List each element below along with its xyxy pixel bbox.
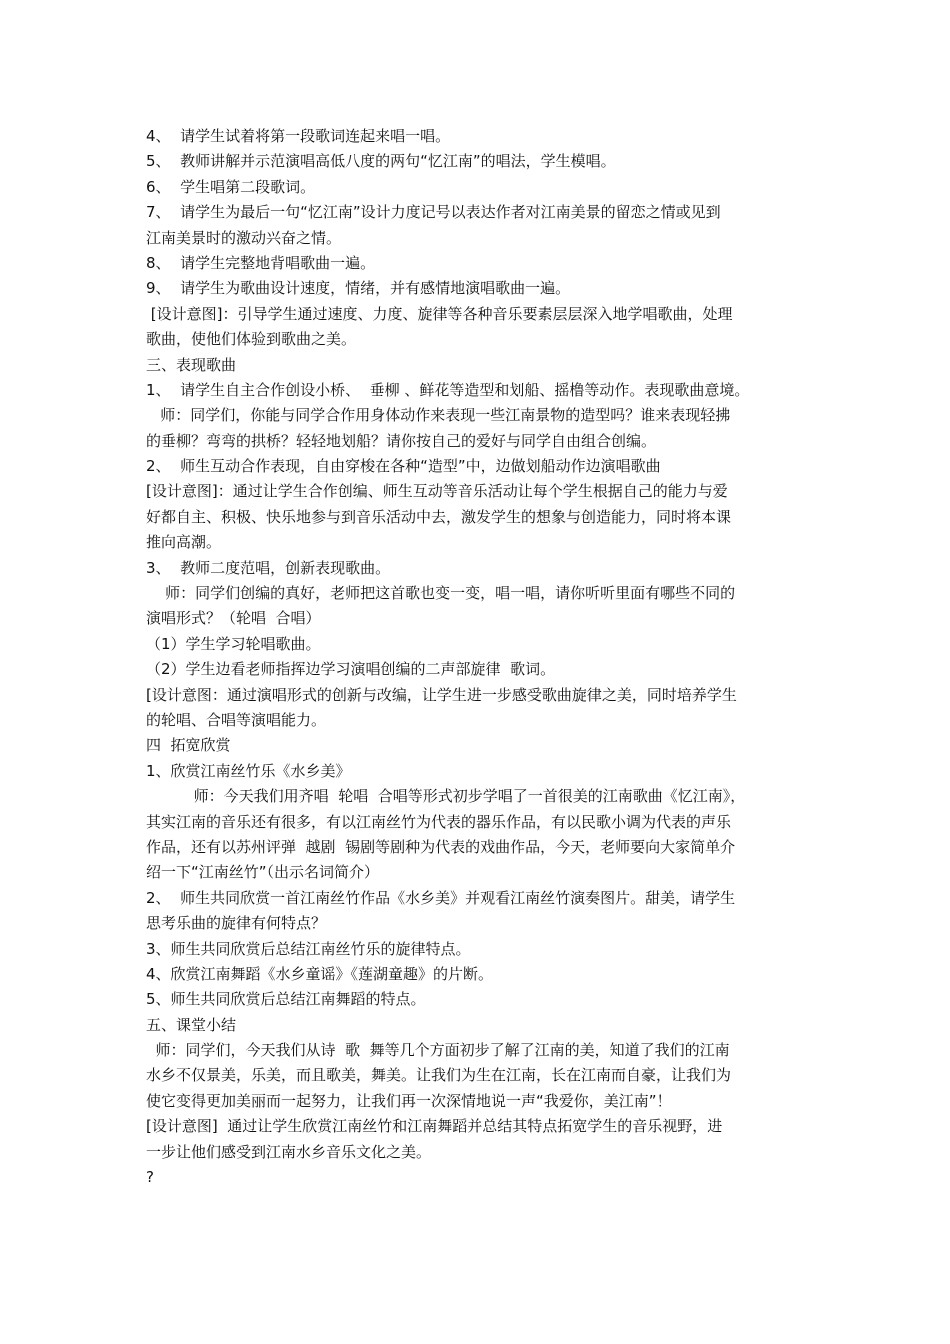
text-line: 五、课堂小结 [146, 1015, 237, 1034]
text-line: 3、 教师二度范唱，创新表现歌曲。 [146, 558, 391, 577]
text-line: [设计意图] 通过让学生欣赏江南丝竹和江南舞蹈并总结其特点拓宽学生的音乐视野，进 [146, 1117, 723, 1136]
text-line: （1）学生学习轮唱歌曲。 [146, 634, 321, 653]
text-line: ? [146, 1168, 154, 1187]
text-line: 思考乐曲的旋律有何特点？ [146, 914, 327, 933]
text-line: 三、表现歌曲 [146, 355, 237, 374]
text-line: 1、 请学生自主合作创设小桥、 垂柳 、鲜花等造型和划船、摇橹等动作。表现歌曲意境。 [146, 380, 750, 399]
text-line: 师：同学们，今天我们从诗 歌 舞等几个方面初步了解了江南的美，知道了我们的江南 [146, 1041, 730, 1060]
text-line: [设计意图：通过演唱形式的创新与改编，让学生进一步感受歌曲旋律之美，同时培养学生 [146, 685, 737, 704]
text-line: [设计意图]：通过让学生合作创编、师生互动等音乐活动让每个学生根据自己的能力与爱 [146, 482, 728, 501]
text-line: 作品，还有以苏州评弹 越剧 锡剧等剧种为代表的戏曲作品，今天，老师要向大家简单介 [146, 837, 736, 856]
text-line: 歌曲，使他们体验到歌曲之美。 [146, 330, 357, 349]
text-line: 师：今天我们用齐唱 轮唱 合唱等形式初步学唱了一首很美的江南歌曲《忆江南》， [146, 787, 746, 806]
text-line: 1、欣赏江南丝竹乐《水乡美》 [146, 761, 351, 780]
text-line: 6、 学生唱第二段歌词。 [146, 177, 316, 196]
text-line: 2、 师生互动合作表现，自由穿梭在各种“造型”中，边做划船动作边演唱歌曲 [146, 457, 661, 476]
text-line: 8、 请学生完整地背唱歌曲一遍。 [146, 253, 376, 272]
text-line: 师：同学们，你能与同学合作用身体动作来表现一些江南景物的造型吗？谁来表现轻拂 [146, 406, 731, 425]
text-line: 的垂柳？弯弯的拱桥？轻轻地划船？请你按自己的爱好与同学自由组合创编。 [146, 431, 657, 450]
text-line: 推向高潮。 [146, 533, 222, 552]
text-line: [设计意图]：引导学生通过速度、力度、旋律等各种音乐要素层层深入地学唱歌曲，处理 [146, 304, 733, 323]
text-line: 绍一下“江南丝竹”（出示名词简介） [146, 863, 380, 882]
text-line: 师：同学们创编的真好，老师把这首歌也变一变，唱一唱，请你听听里面有哪些不同的 [146, 584, 736, 603]
text-line: 江南美景时的激动兴奋之情。 [146, 228, 342, 247]
text-line: 4、欣赏江南舞蹈《水乡童谣》《莲湖童趣》的片断。 [146, 964, 494, 983]
text-line: 其实江南的音乐还有很多，有以江南丝竹为代表的器乐作品，有以民歌小调为代表的声乐 [146, 812, 732, 831]
text-line: 7、 请学生为最后一句“忆江南”设计力度记号以表达作者对江南美景的留恋之情或见到 [146, 203, 721, 222]
text-line: 5、 教师讲解并示范演唱高低八度的两句“忆江南”的唱法，学生模唱。 [146, 152, 616, 171]
text-line: 四 拓宽欣赏 [146, 736, 231, 755]
text-line: 使它变得更加美丽而一起努力，让我们再一次深情地说一声“我爱你，美江南”！ [146, 1091, 672, 1110]
document-body [146, 124, 816, 1190]
text-line: 演唱形式？（轮唱 合唱） [146, 609, 321, 628]
text-line: 3、师生共同欣赏后总结江南丝竹乐的旋律特点。 [146, 939, 471, 958]
text-line: 好都自主、积极、快乐地参与到音乐活动中去，激发学生的想象与创造能力，同时将本课 [146, 507, 732, 526]
text-line: 4、 请学生试着将第一段歌词连起来唱一唱。 [146, 127, 451, 145]
text-line: 5、师生共同欣赏后总结江南舞蹈的特点。 [146, 990, 426, 1009]
text-line: 水乡不仅景美，乐美，而且歌美，舞美。让我们为生在江南，长在江南而自豪，让我们为 [146, 1066, 732, 1085]
text-line: 的轮唱、合唱等演唱能力。 [146, 710, 327, 729]
text-line: 2、 师生共同欣赏一首江南丝竹作品《水乡美》并观看江南丝竹演奏图片。甜美，请学生 [146, 888, 736, 907]
text-line: （2）学生边看老师指挥边学习演唱创编的二声部旋律 歌词。 [146, 660, 556, 679]
text-line: 9、 请学生为歌曲设计速度，情绪，并有感情地演唱歌曲一遍。 [146, 279, 571, 298]
text-line: 一步让他们感受到江南水乡音乐文化之美。 [146, 1142, 432, 1161]
